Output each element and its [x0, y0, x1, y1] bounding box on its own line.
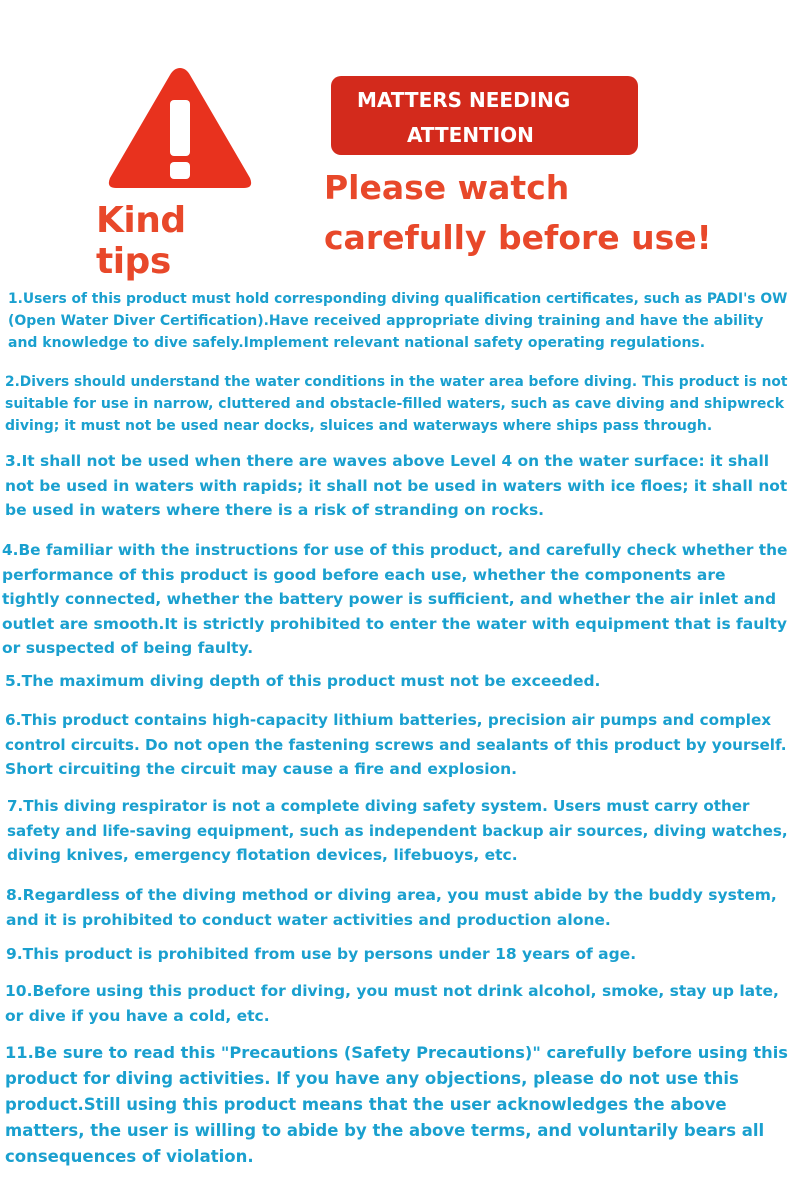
note-line: 7.This diving respirator is not a complete diving safety system. Users must carry other — [7, 797, 750, 815]
note-line: product for diving activities. If you have any objections, please do not use this — [5, 1069, 739, 1088]
note-6 — [5, 708, 787, 782]
note-11 — [5, 1040, 788, 1170]
note-line: 11.Be sure to read this "Precautions (Safety Precautions)" carefully before using this — [5, 1043, 788, 1062]
note-7 — [7, 794, 788, 868]
note-2 — [5, 371, 787, 437]
note-line: be used in waters where there is a risk of stranding on rocks. — [5, 501, 545, 519]
note-line: tightly connected, whether the battery power is sufficient, and whether the air inlet and — [2, 590, 777, 608]
note-10 — [5, 979, 779, 1028]
note-line: Short circuiting the circuit may cause a fire and explosion. — [5, 760, 518, 778]
note-line: 9.This product is prohibited from use by persons under 18 years of age. — [6, 945, 637, 963]
note-line: 4.Be familiar with the instructions for use of this product, and carefully check whether the — [2, 541, 788, 559]
note-line: or suspected of being faulty. — [2, 639, 254, 657]
note-line: safety and life-saving equipment, such as independent backup air sources, diving watches, — [7, 821, 788, 840]
note-line: (Open Water Diver Certification).Have received appropriate diving training and have the ability — [8, 313, 764, 329]
please-line-1: Please watch — [324, 168, 570, 207]
note-line: diving; it must not be used near docks, sluices and waterways where ships pass through. — [5, 418, 713, 434]
note-line: or dive if you have a cold, etc. — [5, 1006, 270, 1025]
note-line: outlet are smooth.It is strictly prohibited to enter the water with equipment that is faulty — [2, 614, 788, 633]
note-9 — [6, 942, 636, 967]
note-4 — [2, 538, 787, 661]
note-5 — [5, 669, 600, 694]
note-line: performance of this product is good before each use, whether the components are — [2, 565, 726, 584]
note-line: and it is prohibited to conduct water activities and production alone. — [6, 910, 611, 929]
note-line: 1.Users of this product must hold corresponding diving qualification certificates, such as PADI's OW — [8, 291, 788, 307]
note-line: control circuits. Do not open the fastening screws and sealants of this product by yourself. — [5, 735, 787, 754]
badge-line-1: MATTERS NEEDING — [357, 88, 571, 112]
note-3 — [5, 449, 787, 523]
note-line: suitable for use in narrow, cluttered and obstacle-filled waters, such as cave diving and shipwreck — [5, 396, 785, 412]
kind-tips-label: Kind tips — [96, 200, 186, 282]
note-line: 8.Regardless of the diving method or diving area, you must abide by the buddy system, — [6, 886, 777, 904]
note-line: matters, the user is willing to abide by the above terms, and voluntarily bears all — [5, 1121, 765, 1140]
please-line-2: carefully before use! — [324, 218, 712, 257]
note-line: 6.This product contains high-capacity lithium batteries, precision air pumps and complex — [5, 711, 772, 729]
note-line: and knowledge to dive safely.Implement relevant national safety operating regulations. — [8, 335, 706, 351]
note-line: consequences of violation. — [5, 1147, 254, 1166]
note-line: diving knives, emergency flotation devices, lifebuoys, etc. — [7, 846, 518, 864]
note-1 — [8, 288, 787, 354]
note-line: 10.Before using this product for diving, you must not drink alcohol, smoke, stay up late, — [5, 982, 779, 1000]
note-line: 3.It shall not be used when there are waves above Level 4 on the water surface: it shall — [5, 452, 770, 470]
note-line: 5.The maximum diving depth of this product must not be exceeded. — [5, 672, 601, 690]
note-8 — [6, 883, 777, 932]
note-line: product.Still using this product means that the user acknowledges the above — [5, 1095, 727, 1114]
note-line: not be used in waters with rapids; it shall not be used in waters with ice floes; it shall not — [5, 476, 788, 495]
note-line: 2.Divers should understand the water conditions in the water area before diving. This product is not — [5, 374, 788, 390]
badge-line-2: ATTENTION — [407, 123, 534, 147]
